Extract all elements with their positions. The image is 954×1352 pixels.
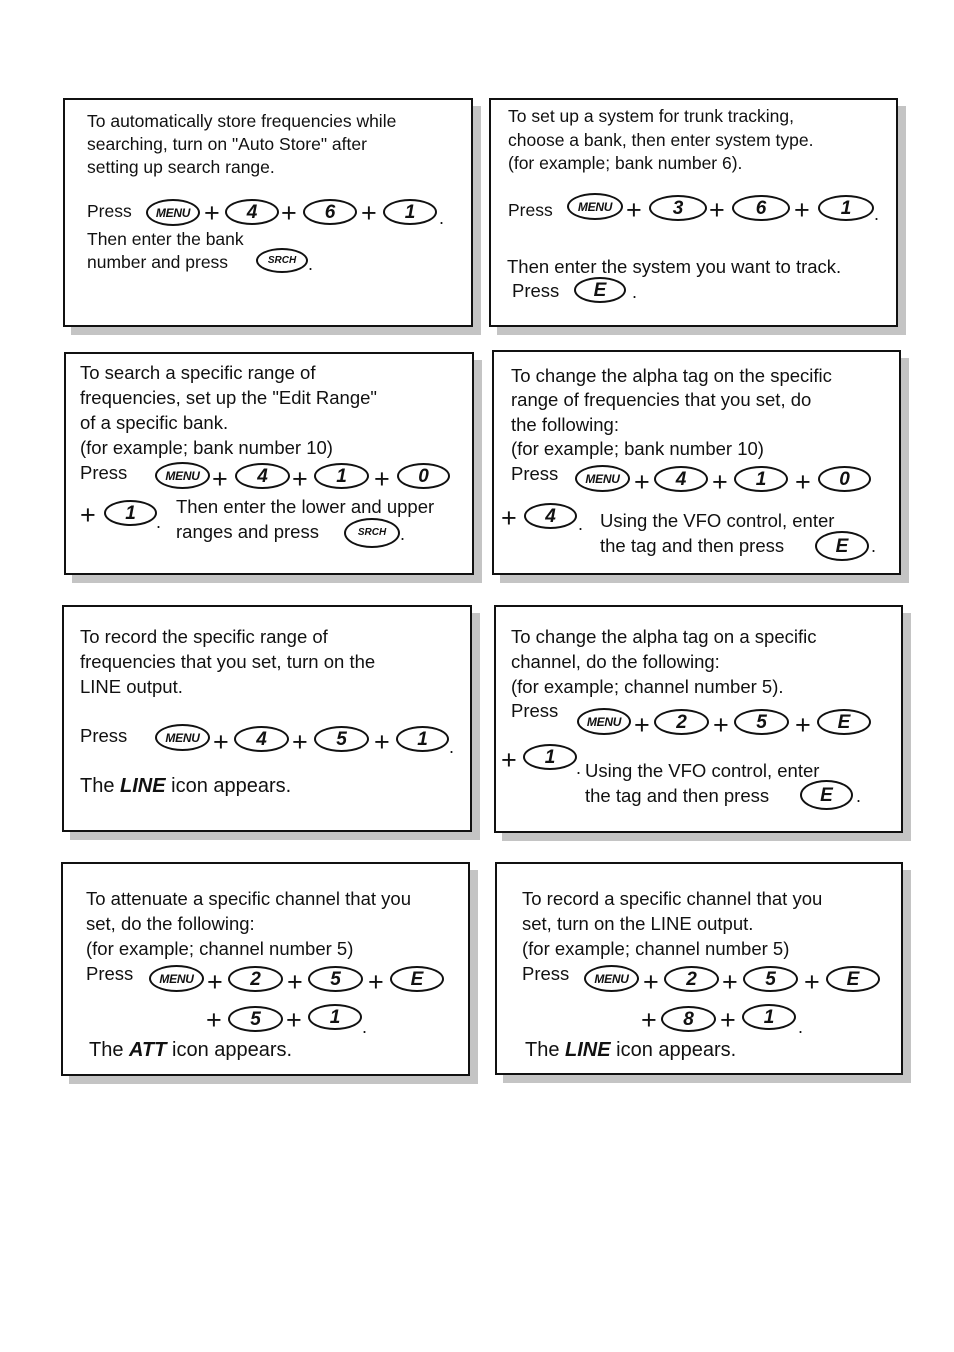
key-5: 5 — [228, 1006, 283, 1032]
plus: + — [368, 967, 384, 997]
key-8: 8 — [661, 1006, 716, 1032]
text: Then enter the lower and upper — [176, 496, 435, 517]
key-4: 4 — [654, 466, 708, 492]
press-label: Press — [86, 963, 134, 984]
press-label: Press — [508, 200, 553, 220]
menu-key: MENU — [575, 465, 630, 492]
key-4: 4 — [524, 503, 577, 529]
key-1: 1 — [742, 1004, 796, 1030]
plus: + — [361, 198, 377, 228]
key-1: 1 — [383, 199, 437, 225]
menu-key: MENU — [577, 708, 631, 735]
text: (for example; bank number 10) — [80, 437, 333, 458]
text: To record a specific channel that you — [522, 888, 823, 909]
key-5: 5 — [743, 966, 798, 992]
text: icon appears. — [172, 1039, 293, 1061]
srch-key: SRCH — [344, 518, 400, 548]
text: frequencies, set up the "Edit Range" — [80, 387, 377, 408]
att-icon-label: ATT — [129, 1039, 167, 1061]
text: LINE output. — [80, 676, 183, 697]
plus: + — [501, 745, 517, 775]
key-0: 0 — [397, 463, 450, 489]
plus: + — [634, 710, 650, 740]
text: To set up a system for trunk tracking, — [508, 106, 794, 126]
plus: + — [281, 198, 297, 228]
key-2: 2 — [664, 966, 719, 992]
period: . — [400, 524, 406, 544]
plus: + — [713, 710, 729, 740]
plus: + — [641, 1005, 657, 1035]
plus: + — [287, 967, 303, 997]
plus: + — [80, 500, 96, 530]
plus: + — [286, 1005, 302, 1035]
key-1: 1 — [818, 195, 874, 221]
srch-key: SRCH — [256, 248, 308, 273]
text: set, turn on the LINE output. — [522, 913, 754, 934]
icon-appears-text — [89, 1038, 292, 1063]
e-key: E — [817, 709, 871, 735]
e-key: E — [800, 780, 853, 810]
period: . — [449, 737, 455, 757]
text: (for example; bank number 6). — [508, 153, 743, 173]
text: icon appears. — [171, 775, 292, 797]
key-5: 5 — [734, 709, 789, 735]
key-1: 1 — [314, 463, 369, 489]
plus: + — [794, 195, 810, 225]
period: . — [308, 254, 314, 274]
text: (for example; channel number 5). — [511, 676, 784, 697]
plus: + — [795, 467, 811, 497]
plus: + — [634, 467, 650, 497]
period: . — [871, 536, 877, 556]
plus: + — [212, 464, 228, 494]
period: . — [439, 208, 445, 228]
e-key: E — [390, 966, 444, 992]
press-label: Press — [522, 963, 570, 984]
plus: + — [712, 467, 728, 497]
key-1: 1 — [308, 1004, 362, 1030]
press-label: Press — [80, 462, 128, 483]
text: of a specific bank. — [80, 412, 229, 433]
text: To attenuate a specific channel that you — [86, 888, 411, 909]
plus: + — [626, 195, 642, 225]
text: choose a bank, then enter system type. — [508, 130, 814, 150]
text: icon appears. — [616, 1039, 737, 1061]
plus: + — [292, 727, 308, 757]
key-1: 1 — [523, 744, 577, 770]
plus: + — [501, 503, 517, 533]
text: the tag and then press — [585, 785, 770, 806]
key-1: 1 — [396, 726, 449, 752]
key-4: 4 — [225, 199, 279, 225]
text: The — [89, 1039, 124, 1061]
plus: + — [804, 967, 820, 997]
text: To search a specific range of — [80, 362, 316, 383]
period: . — [362, 1017, 368, 1037]
text: (for example; bank number 10) — [511, 438, 764, 459]
e-key: E — [815, 531, 869, 561]
text: Using the VFO control, enter — [600, 510, 835, 531]
text: Then enter the system you want to track. — [507, 256, 842, 277]
text: To change the alpha tag on a specific — [511, 626, 817, 647]
period: . — [578, 514, 584, 534]
icon-appears-text — [80, 774, 291, 799]
key-6: 6 — [732, 195, 790, 221]
text: To change the alpha tag on the specific — [511, 365, 832, 386]
menu-key: MENU — [149, 965, 204, 992]
line-icon-label: LINE — [120, 775, 166, 797]
key-4: 4 — [234, 726, 289, 752]
plus: + — [374, 464, 390, 494]
plus: + — [643, 967, 659, 997]
text: the tag and then press — [600, 535, 785, 556]
text: channel, do the following: — [511, 651, 720, 672]
e-key: E — [574, 277, 626, 303]
period: . — [798, 1017, 804, 1037]
key-4: 4 — [235, 463, 290, 489]
plus: + — [206, 1005, 222, 1035]
e-key: E — [826, 966, 880, 992]
text: the following: — [511, 414, 619, 435]
period: . — [856, 786, 862, 806]
key-6: 6 — [303, 199, 357, 225]
key-1: 1 — [104, 500, 157, 526]
text: (for example; channel number 5) — [86, 938, 354, 959]
plus: + — [204, 198, 220, 228]
text: number and press — [87, 252, 229, 272]
key-2: 2 — [654, 709, 709, 735]
icon-appears-text — [525, 1038, 736, 1063]
menu-key: MENU — [146, 199, 200, 226]
text: The — [525, 1039, 560, 1061]
plus: + — [795, 710, 811, 740]
plus: + — [374, 727, 390, 757]
text: setting up search range. — [87, 157, 275, 177]
press-label: Press — [512, 280, 560, 301]
plus: + — [722, 967, 738, 997]
plus: + — [720, 1005, 736, 1035]
text: Then enter the bank — [87, 229, 244, 249]
text: Using the VFO control, enter — [585, 760, 820, 781]
text: frequencies that you set, turn on the — [80, 651, 376, 672]
text: range of frequencies that you set, do — [511, 389, 812, 410]
key-1: 1 — [734, 466, 788, 492]
key-5: 5 — [314, 726, 369, 752]
period: . — [156, 512, 162, 532]
plus: + — [709, 195, 725, 225]
period: . — [576, 758, 582, 778]
text: To record the specific range of — [80, 626, 328, 647]
line-icon-label: LINE — [565, 1039, 611, 1061]
press-label: Press — [511, 700, 559, 721]
plus: + — [207, 967, 223, 997]
text: The — [80, 775, 115, 797]
plus: + — [292, 464, 308, 494]
press-label: Press — [87, 201, 132, 221]
plus: + — [213, 727, 229, 757]
period: . — [632, 282, 638, 302]
press-label: Press — [511, 463, 559, 484]
press-label: Press — [80, 725, 128, 746]
period: . — [874, 204, 880, 224]
menu-key: MENU — [584, 965, 639, 992]
text: (for example; channel number 5) — [522, 938, 790, 959]
menu-key: MENU — [155, 462, 210, 489]
text: ranges and press — [176, 521, 319, 542]
key-3: 3 — [649, 195, 707, 221]
key-2: 2 — [228, 966, 283, 992]
text: set, do the following: — [86, 913, 255, 934]
text: searching, turn on "Auto Store" after — [87, 134, 367, 154]
key-0: 0 — [818, 466, 871, 492]
menu-key: MENU — [567, 193, 623, 220]
text: To automatically store frequencies while — [87, 111, 397, 131]
key-5: 5 — [308, 966, 363, 992]
menu-key: MENU — [155, 724, 210, 751]
